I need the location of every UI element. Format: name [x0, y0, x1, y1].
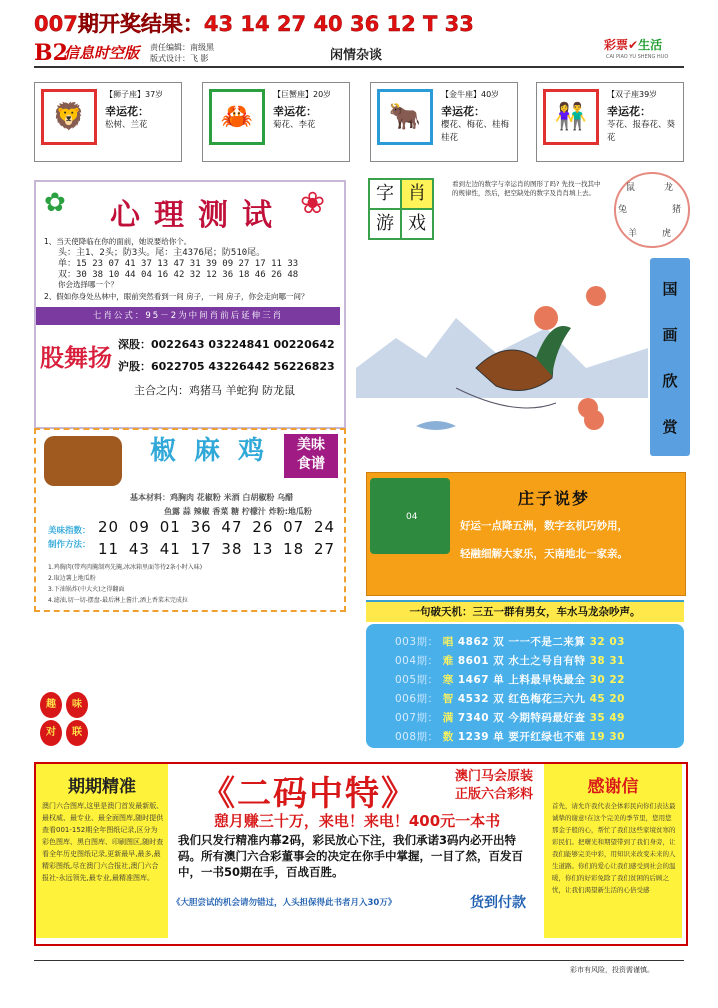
thanks-title: 感谢信: [587, 777, 639, 797]
taste-index-label: 美味指数：: [48, 526, 91, 536]
lucky-flower-label: 幸运花：: [607, 105, 651, 118]
history-x: 38 31: [589, 655, 625, 667]
history-w: 寒: [442, 674, 454, 686]
clover-icon: ✿: [44, 188, 66, 218]
shanghai-code: 沪股：6022705 43226442 56226823: [118, 360, 335, 373]
number-line-odd: 单：15 23 07 41 37 13 47 31 39 09 27 17 11 33: [58, 259, 299, 269]
history-row: [395, 691, 625, 706]
ad-promise: 我们只发行精准内幕2码，彩民放心下注，我们承诺3码内必开出特码。所有澳门六合彩董事会的决定在你手中掌握，一目了然，百发百中，一书50期在手，百战百胜。: [178, 833, 523, 879]
zodiac-sign: 【金牛座】40岁: [441, 90, 500, 99]
lantern-3: 对: [40, 720, 62, 746]
lantern-1: 趣: [40, 692, 62, 718]
disclaimer: 彩市有风险，投资需谨慎。: [570, 966, 654, 974]
twins-icon: 👫: [543, 89, 599, 145]
crab-icon: 🦀: [209, 89, 265, 145]
cash-on-delivery: 货到付款: [470, 895, 526, 911]
lucky-flower-label: 幸运花：: [273, 105, 317, 118]
number-line-even: 双：30 38 10 44 04 16 42 32 12 36 18 46 26 48: [58, 270, 299, 280]
ad-footnote: 《大胆尝试的机会请勿错过，人头担保得此书者月入30万》: [172, 898, 397, 908]
precise-title: 期期精准: [68, 777, 136, 797]
zodiac-wheel: [614, 172, 690, 248]
zodiac-card-leo: [34, 82, 182, 162]
ad-source-2: 正版六合彩料: [454, 787, 533, 802]
painting-label-2: 画: [662, 326, 678, 344]
step-4: 4.滤油,切一切-摆盘-最后淋上酱汁,洒上香菜末完成拉: [48, 597, 188, 604]
rooster-painting: [356, 258, 648, 458]
lucky-flower-label: 幸运花：: [441, 105, 485, 118]
section-title: 闲情杂谈: [330, 48, 383, 63]
logo-subtitle: CAI PIAO YU SHENG HUO: [606, 54, 669, 60]
history-t: 双: [493, 636, 505, 648]
history-s: 红色梅花三六九: [508, 693, 586, 705]
history-t: 双: [493, 655, 505, 667]
history-x: 19 30: [589, 731, 625, 743]
history-x: 30 22: [589, 674, 625, 686]
wheel-label-2: 龙: [664, 183, 674, 193]
ad-slogan: 憩月赚三十万，来电！来电！400元一本书: [213, 812, 501, 830]
history-w: 数: [442, 731, 454, 743]
leaf-number: 04: [406, 512, 418, 522]
lucky-flower-label: 幸运花：: [105, 105, 149, 118]
step-3: 3.下油锅炸(中大火)之得翻面: [48, 586, 125, 593]
history-n: 4532: [457, 693, 490, 705]
wheel-label-5: 羊: [628, 229, 638, 239]
history-n: 1239: [457, 731, 490, 743]
precise-text: 澳门六合图库,这里是澳门首发最新版、最权威、最专业、最全面图库,随时提供查看001-152期全年图纸记录,区分为彩色图库、黑白图库、印刷图区,随时查看全年历史图纸记录,更新最早,最多,最精彩图纸,尽在澳门六合报社,澳门六合报社-永远领先,最专业,最精准图库。: [42, 802, 164, 882]
history-x: 35 49: [589, 712, 625, 724]
zodiac-card-taurus: [370, 82, 518, 162]
history-row: [395, 634, 625, 649]
history-t: 单: [493, 731, 505, 743]
lucky-flowers: 菊花、李花: [273, 120, 316, 130]
history-t: 双: [493, 712, 505, 724]
history-w: 难: [442, 655, 454, 667]
step-1: 1.鸡胸肉(带鸡肉腌制鸡先腌,冰冰箱里面等待2条小时入味): [48, 564, 203, 571]
history-x: 45 20: [589, 693, 625, 705]
history-t: 双: [493, 693, 505, 705]
zodiac-card-gemini: [536, 82, 684, 162]
ad-headline: 《二码中特》: [201, 774, 417, 814]
shenzhen-code: 深股：0022643 03224841 00220642: [118, 338, 335, 351]
ad-source: [448, 768, 540, 804]
history-s: 今期特码最好查: [508, 712, 586, 724]
question-1: 1、当天使降临在你的面前，她说要给你个。: [44, 237, 192, 246]
designer-line: 版式设计：飞 影: [150, 54, 209, 63]
lantern-4: 联: [66, 720, 88, 746]
method-label: 制作方法：: [48, 540, 91, 550]
history-row: [395, 653, 625, 668]
bull-icon: 🐂: [377, 89, 433, 145]
history-s: 水土之号自有特: [508, 655, 586, 667]
game-char-4: 戏: [400, 208, 434, 240]
history-w: 智: [442, 693, 454, 705]
wheel-label-3: 猪: [672, 205, 682, 215]
zodiac-sign: 【狮子座】37岁: [105, 90, 164, 99]
one-line-hint: 一句破天机：三五一群有男女，车水马龙杂吵声。: [366, 600, 684, 622]
zhuangzi-title: 庄子说梦: [518, 489, 591, 508]
dish-image: [44, 436, 122, 486]
badge-line-2: 食谱: [297, 456, 325, 472]
logo-part-a: 彩票: [604, 38, 629, 52]
history-s: 一一不是二来算: [508, 636, 586, 648]
ingredients-line-2: 鱼露 蒜 辣椒 香菜 糖 柠檬汁 炸粉:地瓜粉: [164, 507, 312, 516]
ad-source-1: 澳门马会原装: [454, 769, 533, 784]
recipe-title: 椒麻鸡: [150, 436, 283, 466]
zodiac-sign: 【巨蟹座】20岁: [273, 90, 332, 99]
history-row: [395, 710, 625, 725]
ingredients-line-1: 基本材料：鸡胸肉 花椒粉 米酒 白胡椒粉 乌醋: [130, 493, 294, 502]
history-p: 006期：: [395, 693, 439, 705]
main-combination: 主合之内：鸡猪马 羊蛇狗 防龙鼠: [134, 384, 295, 397]
footer-rule: [34, 960, 684, 961]
result-headline: 007期开奖结果：43 14 27 40 36 12 T 33: [34, 12, 474, 36]
badge-line-1: 美味: [297, 437, 325, 453]
brand-logo: 彩票✔生活: [604, 38, 663, 52]
painting-label-4: 赏: [662, 418, 678, 436]
history-n: 8601: [457, 655, 490, 667]
history-w: 满: [442, 712, 454, 724]
game-char-3: 游: [368, 208, 402, 240]
zodiac-card-cancer: [202, 82, 350, 162]
number-line-head: 头：主1、2头；防3头。尾：主4376尾；防510尾。: [58, 248, 266, 258]
history-p: 007期：: [395, 712, 439, 724]
question-2: 2、假如你身处丛林中，眼前突然看到一间 房子，一间 房子，你会走向哪一间？: [44, 292, 309, 301]
history-row: [395, 672, 625, 687]
wheel-label-1: 鼠: [626, 183, 636, 193]
history-p: 005期：: [395, 674, 439, 686]
poem-line-2: 轻融细解大家乐，天南地北一家亲。: [460, 548, 628, 560]
formula-bar: 七肖公式：95－2为中间肖前后延伸三肖: [36, 307, 340, 325]
number-row-2: 11 43 41 17 38 13 18 27: [98, 540, 336, 558]
page-tag: 信息时空版: [64, 44, 140, 62]
recipe-badge: [284, 434, 338, 478]
game-char-2: 肖: [400, 178, 434, 210]
history-t: 单: [493, 674, 505, 686]
history-n: 7340: [457, 712, 490, 724]
step-2: 2.取边薯上地瓜粉: [48, 575, 96, 582]
header-rule: [34, 66, 684, 68]
history-p: 004期：: [395, 655, 439, 667]
history-x: 32 03: [589, 636, 625, 648]
history-p: 008期：: [395, 731, 439, 743]
lantern-2: 味: [66, 692, 88, 718]
editor-credits: [150, 42, 214, 64]
lucky-flowers: 樱花、梅花、桂梅桂花: [441, 120, 510, 143]
logo-part-b: 生活: [638, 38, 663, 52]
history-s: 上料最早快最全: [508, 674, 586, 686]
history-row: [395, 729, 625, 744]
lucky-flowers: 松树、兰花: [105, 120, 148, 130]
stock-logo: 股舞扬: [40, 344, 112, 372]
painting-label-1: 国: [662, 280, 678, 298]
question-1-choice: 你会选择哪一个？: [58, 280, 118, 289]
history-n: 4862: [457, 636, 490, 648]
history-w: 唱: [442, 636, 454, 648]
page-number: B2: [34, 40, 68, 66]
lucky-flowers: 苓花、报春花、葵花: [607, 120, 676, 143]
lion-icon: 🦁: [41, 89, 97, 145]
wheel-label-6: 兔: [618, 205, 628, 215]
history-n: 1467: [457, 674, 490, 686]
number-row-1: 20 09 01 36 47 26 07 24: [98, 518, 336, 536]
history-p: 003期：: [395, 636, 439, 648]
zodiac-sign: 【双子座39岁: [607, 90, 658, 99]
poem-line-1: 好运一点降五洲，数字玄机巧妙用，: [460, 520, 628, 532]
psych-title: 心理测试: [110, 198, 286, 233]
editor-line: 责任编辑：南级黑: [150, 43, 214, 52]
riddle-text: 看到左边的数字与幸运肖的图形了吗? 先找一找其中的规律性，然后，把空缺处的数字及肖肖填上去。: [452, 180, 601, 197]
game-char-1: 字: [368, 178, 402, 210]
flower-icon: ❀: [300, 186, 326, 221]
wheel-label-4: 虎: [662, 229, 672, 239]
painting-label: [650, 258, 690, 456]
painting-label-3: 欣: [662, 372, 678, 390]
history-s: 要开红绿也不难: [508, 731, 586, 743]
thanks-text: 首先，请允许我代表全体彩民向你们表达最诚挚的谢意!在这个完美的季节里，您用您那金子般的心，帮忙了我们这些家境贫寒的彩民们。把曙光和期望带到了我们身旁，让我们能够完美中彩，用知识来改变未来的人生道路。你们的爱心让我们感受到社会的温暖，你们的好彩免除了我们贫困的后顾之忧，让我们渴望新生活的心倍受感: [552, 802, 676, 894]
